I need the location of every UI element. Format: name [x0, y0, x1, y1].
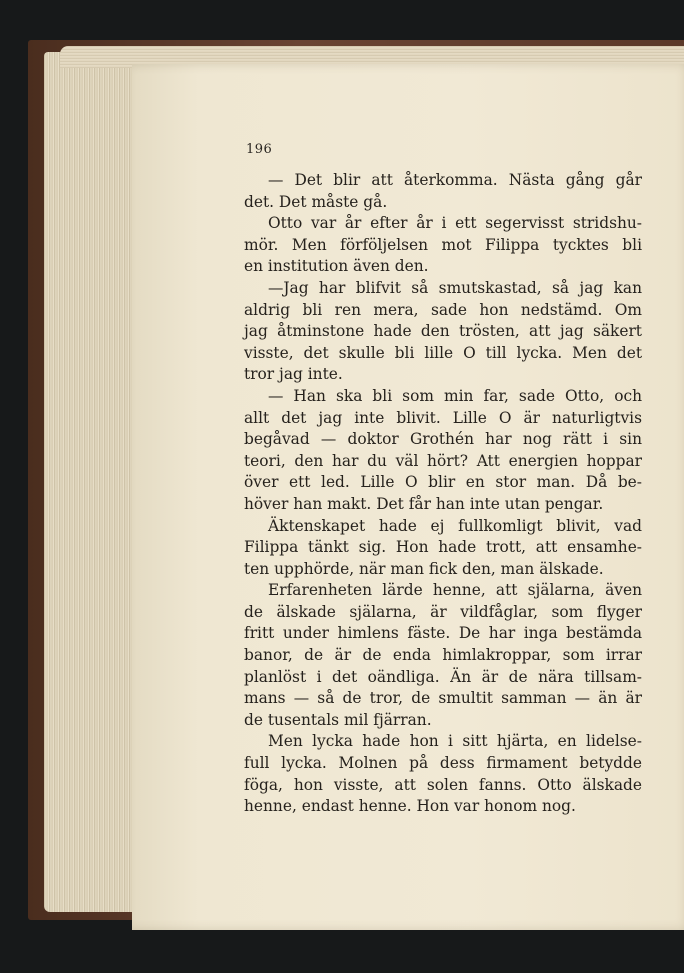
text-line: begåvad — doktor Grothén har nog rätt i sin — [244, 430, 642, 449]
text-line: — Det blir att återkomma. Nästa gång går — [268, 171, 642, 189]
text-line: henne, endast henne. Hon var honom nog. — [244, 797, 576, 816]
text-line: fritt under himlens fäste. De har inga bestämda — [244, 624, 642, 643]
text-line: mans — så de tror, de smultit samman — än är — [244, 689, 642, 708]
text-line: jag åtminstone hade den trösten, att jag säkert — [244, 322, 642, 341]
text-line: Filippa tänkt sig. Hon hade trott, att ensamhe- — [244, 538, 642, 557]
text-line: banor, de är de enda himlakroppar, som irrar — [244, 646, 642, 665]
text-line: Men lycka hade hon i sitt hjärta, en lidelse- — [268, 732, 642, 751]
text-line: visste, det skulle bli lille O till lycka. Men det — [244, 343, 642, 362]
page-number: 196 — [246, 142, 273, 157]
text-line: teori, den har du väl hört? Att energien hoppar — [244, 451, 642, 470]
page-text — [244, 170, 642, 818]
text-line: över ett led. Lille O blir en stor man. Då be- — [244, 473, 642, 492]
text-line: ten upphörde, när man fick den, man älskade. — [244, 559, 604, 578]
text-line: allt det jag inte blivit. Lille O är naturligtvis — [244, 408, 642, 427]
text-line: aldrig bli ren mera, sade hon nedstämd. Om — [244, 300, 642, 319]
text-line: planlöst i det oändliga. Än är de nära tillsam- — [244, 667, 642, 686]
text-line: — Han ska bli som min far, sade Otto, och — [268, 386, 642, 405]
text-line: Äktenskapet hade ej fullkomligt blivit, vad — [268, 516, 642, 535]
text-line: föga, hon visste, att solen fanns. Otto älskade — [244, 775, 642, 794]
text-line: de tusentals mil fjärran. — [244, 710, 432, 729]
text-line: mör. Men förföljelsen mot Filippa tycktes bli — [244, 235, 642, 254]
text-line: det. Det måste gå. — [244, 192, 388, 211]
text-line: tror jag inte. — [244, 365, 343, 384]
text-line: Otto var år efter år i ett segervisst stridshu- — [268, 214, 642, 233]
text-line: en institution även den. — [244, 257, 429, 276]
text-line: —Jag har blifvit så smutskastad, så jag kan — [268, 278, 642, 297]
text-line: full lycka. Molnen på dess firmament betydde — [244, 754, 642, 773]
text-line: höver han makt. Det får han inte utan pengar. — [244, 494, 604, 513]
text-line: Erfarenheten lärde henne, att själarna, även — [268, 581, 642, 600]
text-line: de älskade själarna, är vildfåglar, som flyger — [244, 602, 642, 621]
